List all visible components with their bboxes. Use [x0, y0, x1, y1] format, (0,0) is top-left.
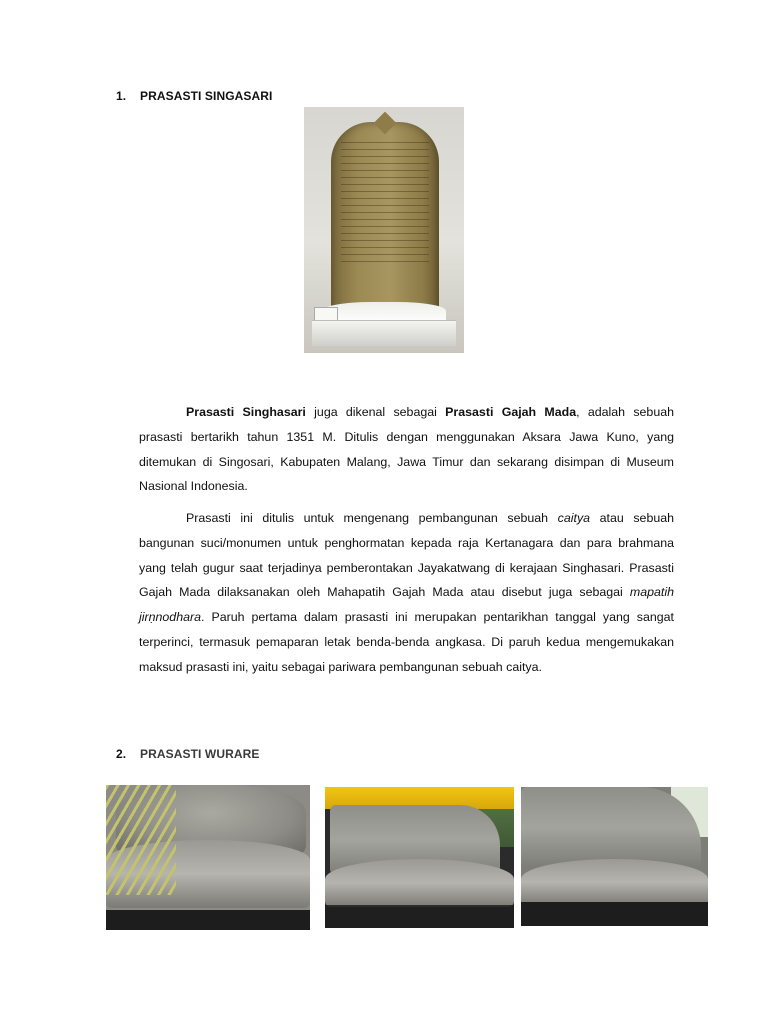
paragraph-text: Prasasti ini ditulis untuk mengenang pembangunan sebuah [186, 511, 558, 525]
inscription-lines [341, 142, 429, 262]
section-number: 1. [116, 89, 127, 103]
bold-term: Prasasti Singhasari [186, 405, 306, 419]
floor [325, 905, 514, 928]
italic-term: mapatih jirṇnodhara [139, 585, 674, 625]
statue-body [521, 787, 701, 867]
section-heading-wurare [116, 747, 260, 761]
paragraph-text: . Paruh pertama dalam prasasti ini merupakan pentarikhan tanggal yang sangat terperinci, termasuk pemaparan letak benda-benda angkasa. Di paruh kedua mengemukakan maksud prasasti ini, yaitu sebagai pariwara pembangunan sebuah caitya. [139, 610, 674, 674]
section-heading-singasari [116, 89, 272, 103]
section-title: PRASASTI WURARE [140, 747, 260, 761]
floor [106, 910, 310, 930]
prasasti-wurare-photo-left [106, 785, 310, 930]
section-number: 2. [116, 747, 127, 761]
paragraph-singhasari-history [139, 506, 674, 680]
paragraph-singhasari-intro [139, 400, 674, 499]
flower-stems [106, 785, 176, 895]
statue-base [521, 859, 708, 905]
bold-term: Prasasti Gajah Mada [445, 405, 577, 419]
stone-stele [331, 122, 439, 322]
prasasti-wurare-photo-middle [325, 787, 514, 928]
paragraph-text: juga dikenal sebagai [305, 405, 446, 419]
statue-base [325, 859, 514, 907]
prasasti-wurare-photo-right [521, 787, 708, 926]
section-title: PRASASTI SINGASARI [140, 89, 273, 103]
paragraph-text: atau sebuah bangunan suci/monumen untuk penghormatan kepada raja Kertanagara dan para brahmana yang telah gugur saat terjadinya pemberontakan Jayakatwang di kerajaan Singhasari. Prasasti Gajah Mada dilaksanakan oleh Mahapatih Gajah Mada atau disebut juga sebagai [139, 511, 675, 600]
floor [521, 902, 708, 926]
prasasti-singasari-photo [304, 107, 464, 353]
italic-term: caitya [557, 511, 591, 525]
paragraph-text: , adalah sebuah prasasti bertarikh tahun 1351 M. Ditulis dengan menggunakan Aksara Jawa Kuno, yang ditemukan di Singosari, Kabupaten Malang, Jawa Timur dan sekarang disimpan di Museum Nasional Indonesia. [139, 405, 674, 494]
display-base [312, 320, 456, 346]
